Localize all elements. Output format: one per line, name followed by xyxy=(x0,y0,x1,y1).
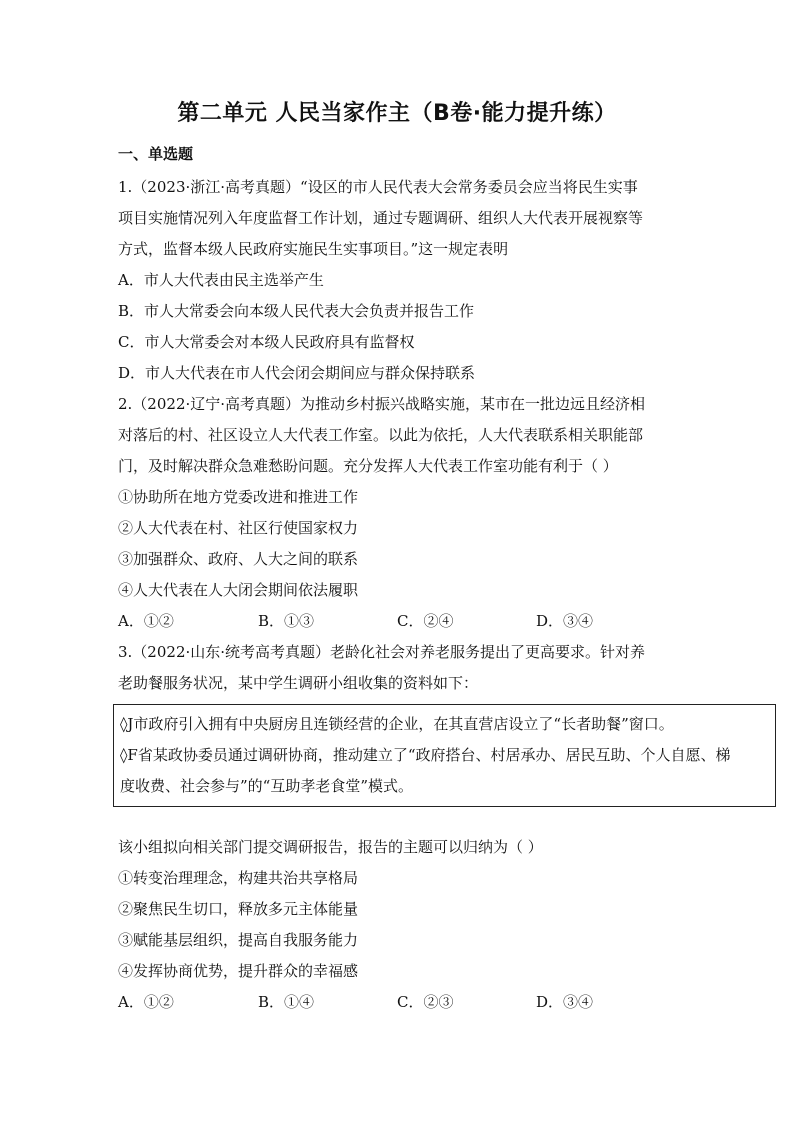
question-3-choice-b: B．①④ xyxy=(258,993,315,1011)
question-2-item: ④人大代表在人大闭会期间依法履职 xyxy=(118,581,359,599)
question-1-option-a: A．市人大代表由民主选举产生 xyxy=(118,271,324,289)
question-3-stem-line: 老助餐服务状况，某中学生调研小组收集的资料如下： xyxy=(118,674,479,692)
question-3-continued xyxy=(118,832,678,1018)
question-3-prompt: 该小组拟向相关部门提交调研报告，报告的主题可以归纳为（ ） xyxy=(118,838,543,856)
question-3-choice-d: D．③④ xyxy=(536,993,594,1011)
question-3 xyxy=(118,637,678,699)
question-2-choices xyxy=(118,606,678,637)
question-2-choice-c: C．②④ xyxy=(397,612,454,630)
material-line: ◊J市政府引入拥有中央厨房且连锁经营的企业，在其直营店设立了“长者助餐”窗口。 xyxy=(120,715,674,733)
question-1-stem-line: 1.（2023·浙江·高考真题）“设区的市人民代表大会常务委员会应当将民生实事 xyxy=(118,178,638,196)
material-line: ◊F省某政协委员通过调研协商，推动建立了“政府搭台、村居承办、居民互助、个人自愿、梯 xyxy=(120,746,731,764)
question-2-stem-line: 2.（2022·辽宁·高考真题）为推动乡村振兴战略实施，某市在一批边远且经济相 xyxy=(118,395,646,413)
question-2-choice-d: D．③④ xyxy=(536,612,594,630)
question-1 xyxy=(118,172,678,389)
question-2-item: ③加强群众、政府、人大之间的联系 xyxy=(118,550,359,568)
material-box xyxy=(113,704,776,807)
question-3-item: ②聚焦民生切口，释放多元主体能量 xyxy=(118,900,359,918)
question-3-item: ①转变治理理念，构建共治共享格局 xyxy=(118,869,359,887)
question-2-choice-b: B．①③ xyxy=(258,612,315,630)
question-1-stem-line: 方式，监督本级人民政府实施民生实事项目。”这一规定表明 xyxy=(118,240,509,258)
question-2-item: ②人大代表在村、社区行使国家权力 xyxy=(118,519,359,537)
question-3-choice-c: C．②③ xyxy=(397,993,454,1011)
question-1-stem-line: 项目实施情况列入年度监督工作计划，通过专题调研、组织人大代表开展视察等 xyxy=(118,209,644,227)
question-2-stem-line: 对落后的村、社区设立人大代表工作室。以此为依托，人大代表联系相关职能部 xyxy=(118,426,644,444)
question-3-choices xyxy=(118,987,678,1018)
question-1-option-b: B．市人大常委会向本级人民代表大会负责并报告工作 xyxy=(118,302,475,320)
material-line: 度收费、社会参与”的“互助孝老食堂”模式。 xyxy=(120,777,414,795)
questions-upper xyxy=(118,172,678,699)
section-heading: 一、单选题 xyxy=(118,145,194,163)
question-3-choice-a: A．①② xyxy=(118,993,174,1011)
question-2-item: ①协助所在地方党委改进和推进工作 xyxy=(118,488,359,506)
question-2-stem-line: 门，及时解决群众急难愁盼问题。充分发挥人大代表工作室功能有利于（ ） xyxy=(118,457,618,475)
page-title: 第二单元 人民当家作主（B卷·能力提升练） xyxy=(177,101,617,126)
question-3-stem-line: 3.（2022·山东·统考高考真题）老龄化社会对养老服务提出了更高要求。针对养 xyxy=(118,643,646,661)
question-3-item: ④发挥协商优势，提升群众的幸福感 xyxy=(118,962,359,980)
question-2-choice-a: A．①② xyxy=(118,612,174,630)
question-1-option-d: D．市人大代表在市人代会闭会期间应与群众保持联系 xyxy=(118,364,476,382)
question-3-item: ③赋能基层组织，提高自我服务能力 xyxy=(118,931,359,949)
question-1-option-c: C．市人大常委会对本级人民政府具有监督权 xyxy=(118,333,415,351)
question-2 xyxy=(118,389,678,637)
